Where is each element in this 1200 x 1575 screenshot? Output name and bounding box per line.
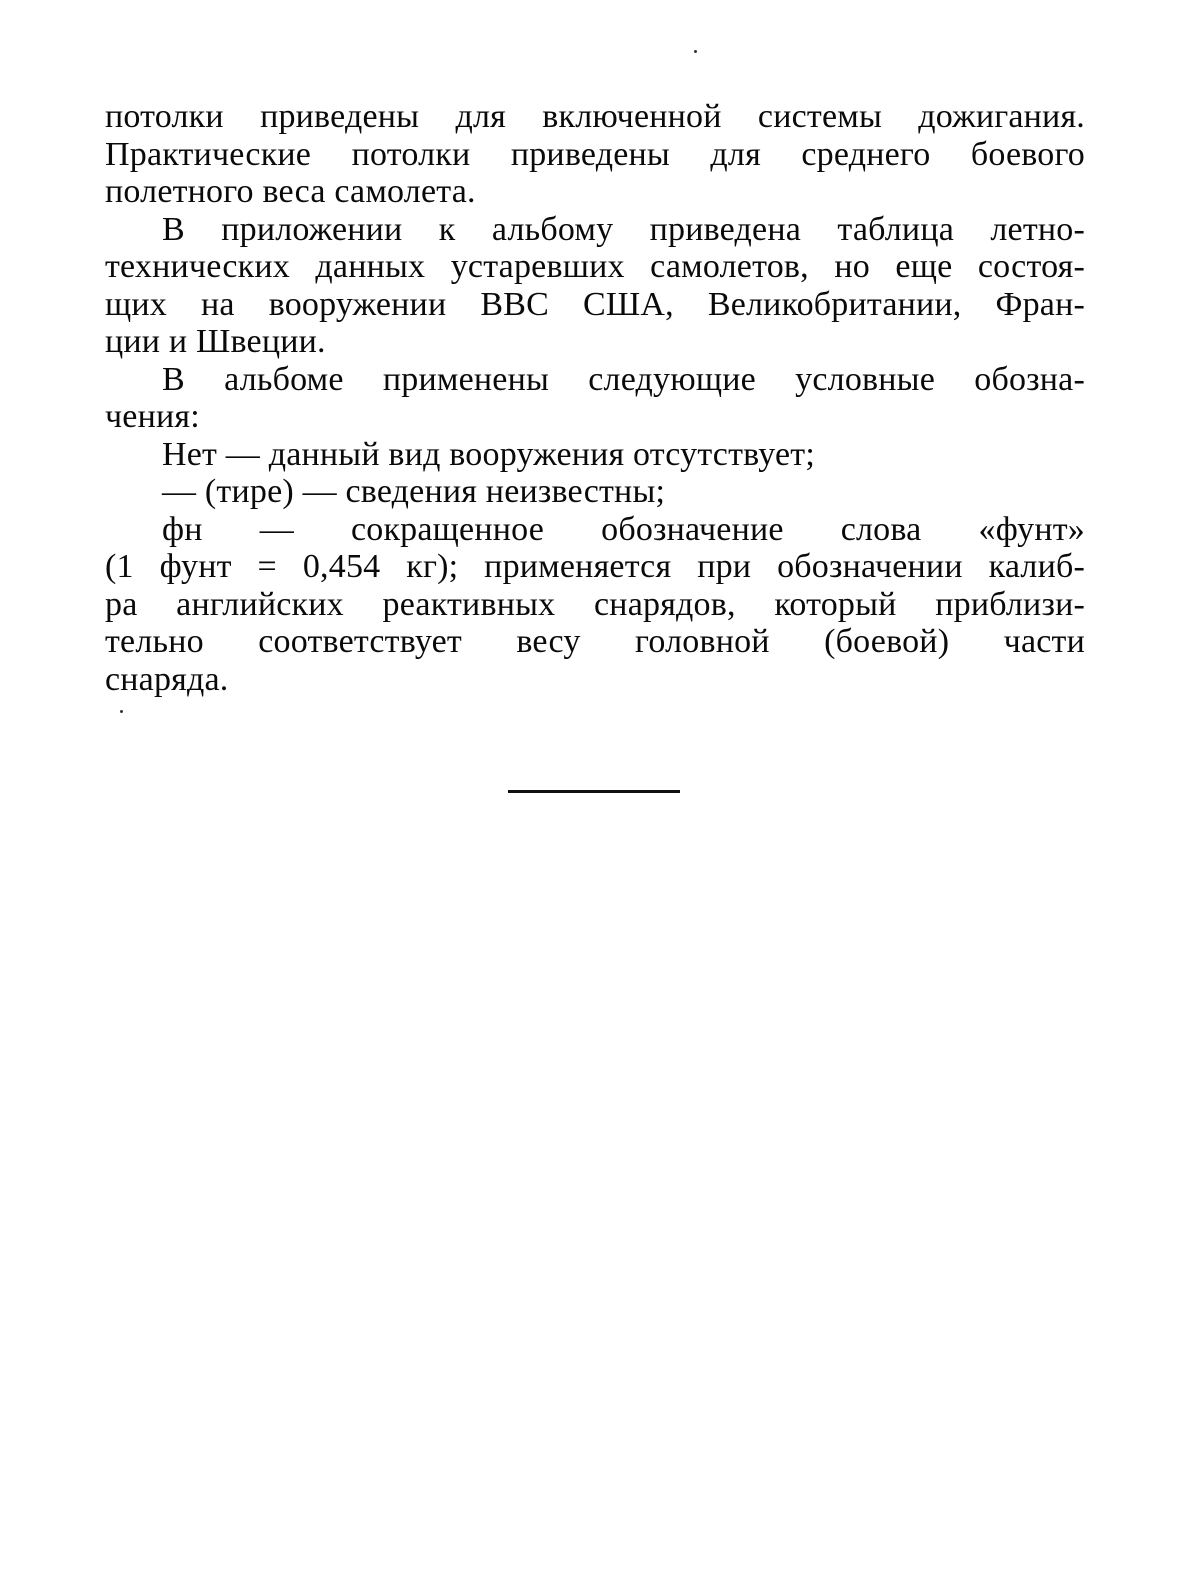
text-line: технических данных устаревших самолетов, но еще состоя- bbox=[105, 248, 1085, 285]
text-line: Практические потолки приведены для среднего боевого bbox=[105, 135, 1085, 173]
text-line: Нет — данный вид вооружения отсутствует; bbox=[162, 435, 815, 473]
text-line: потолки приведены для включенной системы дожигания. bbox=[105, 98, 1085, 135]
text-line: ра английских реактивных снарядов, который приблизи- bbox=[105, 585, 1085, 623]
text-line: снаряда. bbox=[105, 660, 229, 698]
text-line: (1 фунт = 0,454 кг); применяется при обозначении калиб- bbox=[105, 548, 1085, 585]
section-end-rule bbox=[508, 790, 680, 793]
text-line: полетного веса самолета. bbox=[105, 173, 476, 210]
scan-speck bbox=[120, 710, 123, 713]
text-line: ции и Швеции. bbox=[105, 323, 326, 360]
text-line: В альбоме применены следующие условные обозна- bbox=[162, 360, 1085, 398]
text-line: чения: bbox=[105, 398, 200, 435]
text-line: щих на вооружении ВВС США, Великобритании, Фран- bbox=[105, 285, 1085, 323]
text-block bbox=[105, 98, 1085, 698]
text-line: — (тире) — сведения неизвестны; bbox=[162, 473, 666, 510]
text-line: В приложении к альбому приведена таблица летно- bbox=[162, 210, 1085, 248]
text-line: тельно соответствует весу головной (боевой) части bbox=[105, 623, 1085, 660]
text-line: фн — сокращенное обозначение слова «фунт» bbox=[162, 510, 1085, 548]
scan-speck bbox=[694, 50, 697, 53]
